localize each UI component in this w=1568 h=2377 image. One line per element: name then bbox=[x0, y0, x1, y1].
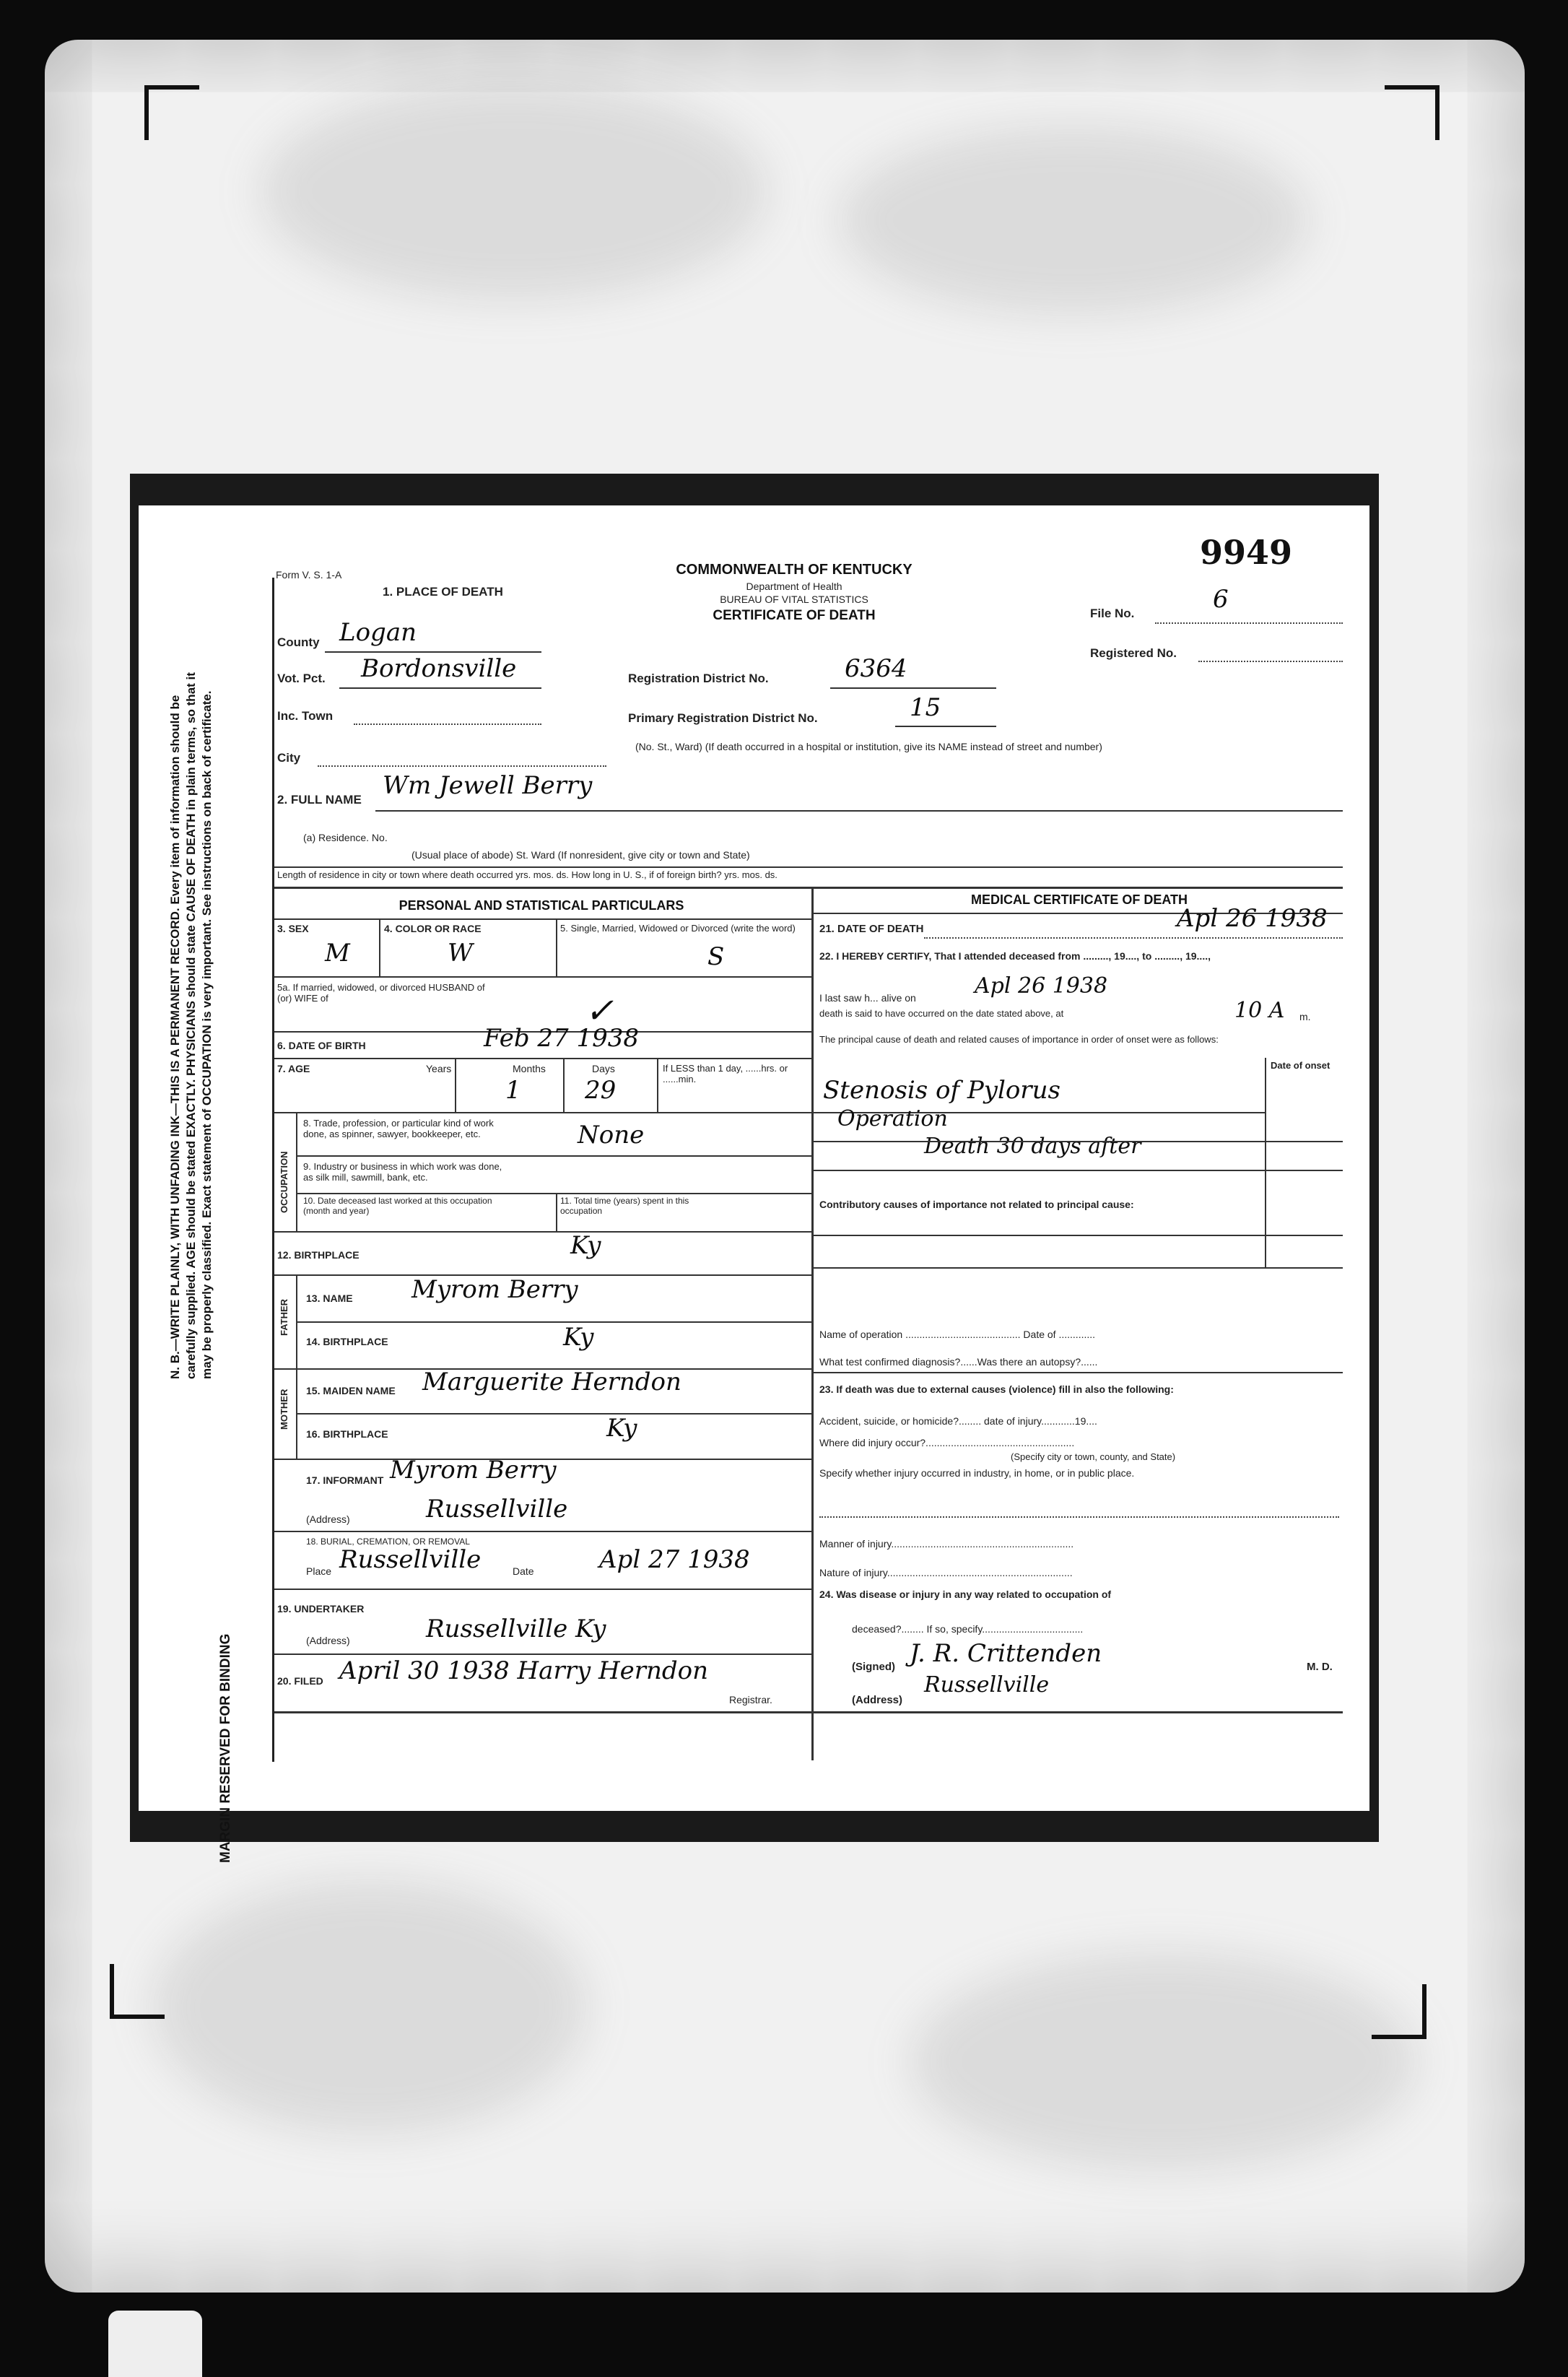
nature-of-injury: Nature of injury.................................................................. bbox=[819, 1567, 1073, 1578]
undertaker-address-value: Russellville Ky bbox=[426, 1615, 606, 1643]
date-of-onset-label: Date of onset bbox=[1271, 1060, 1330, 1071]
time-unit: m. bbox=[1299, 1011, 1311, 1022]
sex-label: 3. SEX bbox=[277, 923, 309, 934]
where-injury-note: (Specify city or town, county, and State) bbox=[1011, 1451, 1176, 1462]
personal-heading: PERSONAL AND STATISTICAL PARTICULARS bbox=[398, 898, 684, 913]
mother-name-label: 15. MAIDEN NAME bbox=[306, 1385, 396, 1396]
cause-intro: The principal cause of death and related causes of importance in order of onset were as follows: bbox=[819, 1034, 1219, 1045]
full-name-value: Wm Jewell Berry bbox=[383, 771, 593, 800]
father-vertical-label: FATHER bbox=[279, 1298, 289, 1336]
mother-birthplace-label: 16. BIRTHPLACE bbox=[306, 1428, 388, 1440]
industry-label: 9. Industry or business in which work was done, as silk mill, sawmill, bank, etc. bbox=[303, 1161, 502, 1183]
primary-district-label: Primary Registration District No. bbox=[628, 711, 818, 725]
burial-place-label: Place bbox=[306, 1565, 332, 1577]
department: Department of Health bbox=[746, 581, 842, 592]
film-tab bbox=[108, 2311, 202, 2377]
certify-statement: 22. I HEREBY CERTIFY, That I attended deceased from ........., 19...., to ........., 19...., bbox=[819, 950, 1211, 962]
registrar-label: Registrar. bbox=[729, 1694, 772, 1705]
physician-signature: J. R. Crittenden bbox=[910, 1639, 1102, 1668]
burial-date-value: Apl 27 1938 bbox=[599, 1545, 750, 1574]
street-note: (No. St., Ward) (If death occurred in a hospital or institution, give its NAME instead of street and number) bbox=[635, 741, 1102, 752]
father-birthplace-label: 14. BIRTHPLACE bbox=[306, 1336, 388, 1347]
spouse-label: 5a. If married, widowed, or divorced HUSBAND of (or) WIFE of bbox=[277, 982, 485, 1004]
place-of-death-heading: 1. PLACE OF DEATH bbox=[383, 585, 503, 599]
state-title: COMMONWEALTH OF KENTUCKY bbox=[676, 562, 913, 578]
occupation-label: 8. Trade, profession, or particular kind of work done, as spinner, sawyer, bookkeeper, etc. bbox=[303, 1118, 494, 1139]
death-said-label: death is said to have occurred on the date stated above, at bbox=[819, 1008, 1064, 1019]
cause-line-3: Death 30 days after bbox=[924, 1134, 1141, 1159]
full-name-label: 2. FULL NAME bbox=[277, 793, 362, 807]
residence-label: (a) Residence. No. bbox=[303, 832, 388, 843]
undertaker-label: 19. UNDERTAKER bbox=[277, 1603, 365, 1615]
birthplace-value: Ky bbox=[570, 1231, 601, 1260]
county-label: County bbox=[277, 635, 320, 649]
signed-label: (Signed) bbox=[852, 1661, 895, 1673]
race-value: W bbox=[448, 939, 473, 968]
accident-line: Accident, suicide, or homicide?........ date of injury............19.... bbox=[819, 1415, 1097, 1427]
filed-label: 20. FILED bbox=[277, 1675, 323, 1687]
physician-address-value: Russellville bbox=[924, 1672, 1050, 1698]
time-of-death: 10 A bbox=[1234, 998, 1285, 1023]
city-label: City bbox=[277, 751, 301, 765]
manner-of-injury: Manner of injury................................................................. bbox=[819, 1538, 1074, 1550]
total-time-label: 11. Total time (years) spent in this occupation bbox=[560, 1196, 689, 1216]
date-of-death-label: 21. DATE OF DEATH bbox=[819, 923, 924, 935]
last-saw-date: Apl 26 1938 bbox=[975, 973, 1108, 999]
dob-value: Feb 27 1938 bbox=[484, 1024, 640, 1053]
crop-mark-top-right bbox=[1385, 85, 1439, 140]
informant-address-value: Russellville bbox=[426, 1495, 568, 1524]
last-worked-label: 10. Date deceased last worked at this occupation (month and year) bbox=[303, 1196, 492, 1216]
reg-district-value: 6364 bbox=[845, 654, 907, 683]
father-birthplace-value: Ky bbox=[563, 1323, 594, 1352]
inc-town-label: Inc. Town bbox=[277, 709, 334, 723]
length-of-residence: Length of residence in city or town where death occurred yrs. mos. ds. How long in U. S., if of foreign birth? yrs. mos. ds. bbox=[277, 869, 778, 880]
marital-label: 5. Single, Married, Widowed or Divorced (write the word) bbox=[560, 923, 796, 934]
marital-value: S bbox=[707, 942, 725, 971]
md-label: M. D. bbox=[1307, 1661, 1333, 1673]
bureau: BUREAU OF VITAL STATISTICS bbox=[720, 594, 868, 605]
spouse-checkmark: ✓ bbox=[585, 991, 614, 1031]
mother-vertical-label: MOTHER bbox=[279, 1389, 289, 1430]
age-label: 7. AGE bbox=[277, 1063, 310, 1074]
diagnosis-line: What test confirmed diagnosis?......Was there an autopsy?...... bbox=[819, 1356, 1098, 1368]
father-name-value: Myrom Berry bbox=[411, 1275, 578, 1304]
occupation-related-question: 24. Was disease or injury in any way related to occupation of bbox=[819, 1589, 1112, 1600]
informant-value: Myrom Berry bbox=[390, 1456, 557, 1485]
mother-birthplace-value: Ky bbox=[606, 1414, 637, 1443]
filed-value: April 30 1938 Harry Herndon bbox=[339, 1656, 709, 1685]
physician-address-label: (Address) bbox=[852, 1694, 903, 1706]
margin-instructions: N. B.—WRITE PLAINLY, WITH UNFADING INK—THIS IS A PERMANENT RECORD. Every item of information should be carefully supplied. AGE should be stated EXACTLY. PHYSICIANS should state CAUSE OF DEATH in plain terms, so that it may be properly classified. Exact statement of OCCUPATION is very important. See instructions on back of certificate. bbox=[168, 672, 214, 1379]
father-name-label: 13. NAME bbox=[306, 1292, 353, 1304]
cause-line-2: Operation bbox=[837, 1106, 948, 1131]
burial-place-value: Russellville bbox=[339, 1545, 482, 1574]
birthplace-label: 12. BIRTHPLACE bbox=[277, 1249, 360, 1261]
registered-no-label: Registered No. bbox=[1090, 646, 1177, 660]
specify-injury: Specify whether injury occurred in industry, in home, or in public place. bbox=[819, 1467, 1135, 1479]
sex-value: M bbox=[325, 939, 350, 968]
cause-line-1: Stenosis of Pylorus bbox=[823, 1076, 1060, 1105]
death-certificate bbox=[139, 505, 1369, 1863]
binding-margin-note: MARGIN RESERVED FOR BINDING bbox=[218, 1633, 233, 1863]
file-no-label: File No. bbox=[1090, 607, 1135, 620]
reg-district-label: Registration District No. bbox=[628, 672, 769, 685]
primary-district-value: 15 bbox=[910, 693, 941, 722]
dob-label: 6. DATE OF BIRTH bbox=[277, 1040, 366, 1051]
crop-mark-bottom-right bbox=[1372, 1984, 1427, 2039]
months-value: 1 bbox=[505, 1076, 521, 1105]
months-label: Months bbox=[513, 1063, 546, 1074]
informant-address-label: (Address) bbox=[306, 1513, 350, 1525]
vot-label: Vot. Pct. bbox=[277, 672, 326, 685]
crop-mark-bottom-left bbox=[110, 1964, 165, 2019]
medical-heading: MEDICAL CERTIFICATE OF DEATH bbox=[971, 892, 1188, 907]
race-label: 4. COLOR OR RACE bbox=[384, 923, 482, 934]
form-number: Form V. S. 1-A bbox=[276, 569, 342, 581]
deceased-specify: deceased?........ If so, specify.................................... bbox=[852, 1623, 1084, 1635]
years-label: Years bbox=[426, 1063, 452, 1074]
occupation-value: None bbox=[578, 1121, 645, 1150]
certificate-title: CERTIFICATE OF DEATH bbox=[713, 608, 876, 623]
certificate-body bbox=[272, 562, 1354, 1762]
record-number: 9949 bbox=[1200, 533, 1293, 572]
crop-mark-top-left bbox=[144, 85, 199, 140]
less-than-day: If LESS than 1 day, ......hrs. or ......min. bbox=[663, 1063, 788, 1085]
days-value: 29 bbox=[585, 1076, 617, 1105]
vot-value: Bordonsville bbox=[361, 654, 517, 683]
informant-label: 17. INFORMANT bbox=[306, 1474, 384, 1486]
days-label: Days bbox=[592, 1063, 615, 1074]
mother-name-value: Marguerite Herndon bbox=[422, 1368, 681, 1396]
date-of-death-value: Apl 26 1938 bbox=[1177, 904, 1328, 933]
burial-label: 18. BURIAL, CREMATION, OR REMOVAL bbox=[306, 1537, 470, 1547]
occupation-vertical-label: OCCUPATION bbox=[279, 1151, 289, 1213]
undertaker-address-label: (Address) bbox=[306, 1635, 350, 1646]
external-causes: 23. If death was due to external causes (violence) fill in also the following: bbox=[819, 1383, 1174, 1395]
file-no-value: 6 bbox=[1213, 585, 1229, 614]
county-value: Logan bbox=[339, 618, 417, 647]
residence-note: (Usual place of abode) St. Ward (If nonresident, give city or town and State) bbox=[411, 849, 750, 861]
contributory-causes: Contributory causes of importance not related to principal cause: bbox=[819, 1199, 1134, 1210]
operation-line: Name of operation ......................................... Date of ............. bbox=[819, 1329, 1096, 1340]
burial-date-label: Date bbox=[513, 1565, 534, 1577]
last-saw-label: I last saw h... alive on bbox=[819, 992, 916, 1004]
where-injury-line: Where did injury occur?..................................................... bbox=[819, 1437, 1075, 1448]
